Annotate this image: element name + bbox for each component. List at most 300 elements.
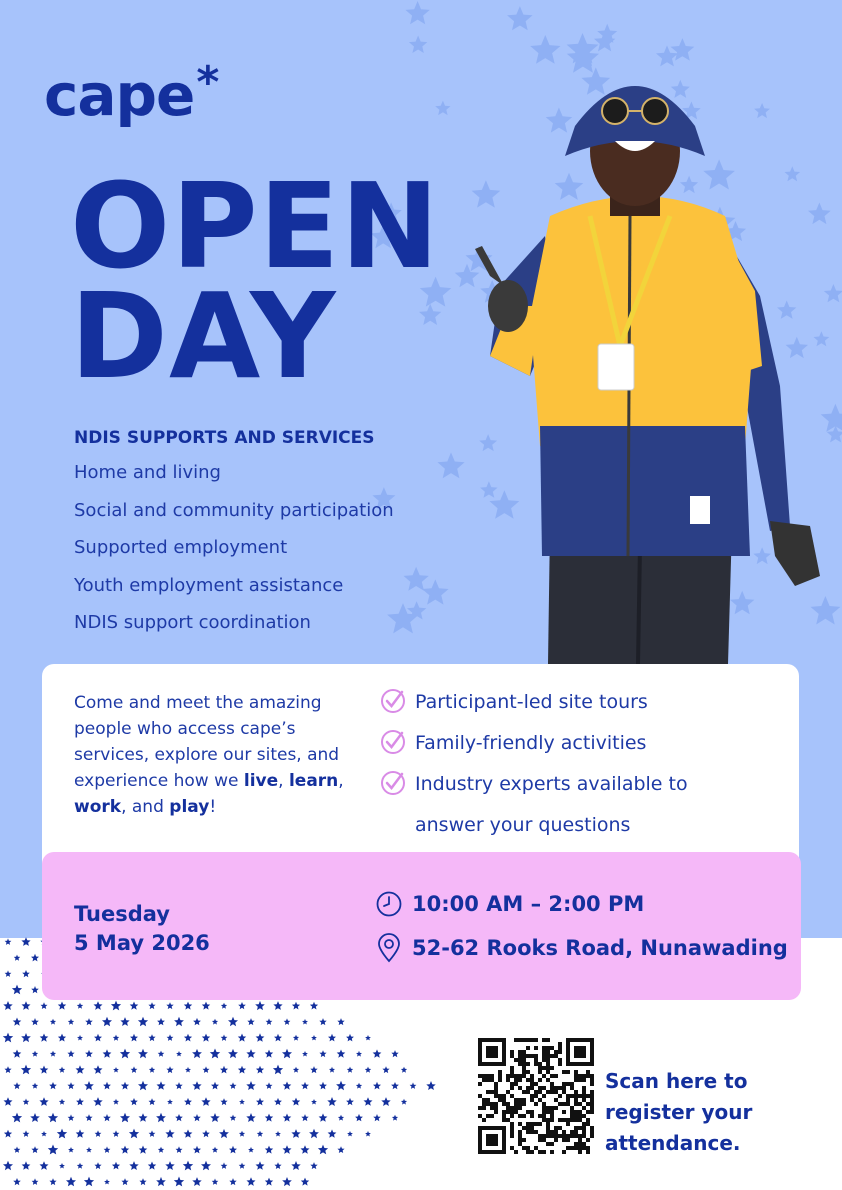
- qr-module: [502, 1118, 506, 1122]
- pattern-star: [158, 1051, 165, 1057]
- pattern-star: [202, 1034, 210, 1042]
- qr-module: [502, 1126, 506, 1154]
- event-date: [74, 900, 210, 958]
- pattern-star: [338, 1115, 344, 1121]
- qr-module: [530, 1150, 534, 1154]
- qr-module: [530, 1082, 534, 1086]
- qr-module: [558, 1042, 562, 1046]
- qr-module: [550, 1118, 554, 1122]
- qr-module: [586, 1094, 590, 1098]
- qr-module: [526, 1062, 530, 1066]
- qr-module: [494, 1090, 498, 1094]
- qr-module: [530, 1122, 534, 1126]
- qr-module: [542, 1138, 546, 1142]
- pattern-star: [158, 1147, 164, 1153]
- qr-module: [478, 1126, 506, 1130]
- pattern-star: [166, 1002, 173, 1009]
- qr-module: [522, 1126, 526, 1130]
- pattern-star: [130, 1034, 138, 1042]
- pattern-star: [148, 1034, 155, 1041]
- pattern-star: [356, 1051, 362, 1057]
- qr-module: [542, 1134, 546, 1138]
- qr-module: [574, 1046, 586, 1058]
- qr-module: [486, 1134, 498, 1146]
- qr-module: [590, 1130, 594, 1134]
- pattern-star: [229, 1178, 236, 1185]
- pattern-star: [292, 1098, 300, 1106]
- qr-module: [578, 1118, 582, 1122]
- qr-module: [510, 1130, 514, 1134]
- qr-module: [582, 1134, 586, 1138]
- pattern-star: [21, 937, 30, 946]
- pattern-star: [347, 1131, 353, 1136]
- qr-module: [526, 1046, 530, 1050]
- pattern-star: [346, 1034, 354, 1042]
- pattern-star: [328, 1034, 336, 1042]
- pattern-star: [282, 1049, 292, 1059]
- qr-module: [518, 1122, 522, 1126]
- pattern-star: [291, 1161, 300, 1170]
- qr-module: [502, 1114, 506, 1118]
- pattern-star: [94, 1065, 103, 1074]
- pattern-star: [391, 1050, 398, 1057]
- qr-module: [530, 1038, 534, 1042]
- clock-icon: [376, 891, 402, 917]
- pattern-star: [176, 1146, 183, 1153]
- pattern-star: [293, 1035, 299, 1041]
- qr-module: [566, 1098, 570, 1102]
- pattern-star: [392, 1115, 398, 1121]
- qr-module: [550, 1142, 554, 1146]
- qr-module: [550, 1090, 554, 1094]
- qr-module: [574, 1114, 578, 1118]
- qr-module: [506, 1102, 510, 1106]
- qr-module: [586, 1118, 590, 1122]
- qr-module: [526, 1090, 530, 1094]
- pattern-star: [76, 1129, 85, 1137]
- qr-module: [510, 1122, 514, 1126]
- pattern-star: [265, 1146, 273, 1154]
- pattern-star: [265, 1178, 273, 1186]
- qr-module: [554, 1130, 558, 1134]
- pattern-star: [40, 1161, 49, 1170]
- qr-module: [586, 1110, 590, 1114]
- qr-module: [574, 1142, 578, 1146]
- qr-module: [570, 1086, 574, 1090]
- qr-module: [490, 1114, 494, 1118]
- pattern-star: [31, 1018, 39, 1025]
- qr-module: [590, 1090, 594, 1094]
- pattern-star: [291, 1129, 300, 1138]
- qr-module: [578, 1110, 582, 1114]
- qr-module: [510, 1106, 514, 1110]
- pattern-star: [381, 1097, 390, 1106]
- qr-module: [574, 1110, 578, 1114]
- pattern-star: [4, 1066, 11, 1073]
- pattern-star: [113, 1130, 120, 1137]
- qr-module: [526, 1146, 530, 1150]
- qr-module: [506, 1090, 510, 1094]
- pattern-star: [129, 1161, 138, 1170]
- qr-module: [574, 1098, 578, 1102]
- qr-module: [494, 1106, 498, 1110]
- qr-module: [534, 1062, 538, 1066]
- qr-module: [578, 1142, 582, 1146]
- pattern-star: [328, 1129, 337, 1137]
- qr-module: [530, 1098, 534, 1102]
- pattern-star: [192, 1081, 201, 1090]
- qr-module: [562, 1134, 566, 1138]
- qr-module: [490, 1102, 494, 1106]
- qr-module: [558, 1086, 562, 1090]
- qr-module: [542, 1094, 546, 1098]
- qr-code[interactable]: [478, 1038, 594, 1154]
- qr-module: [550, 1130, 554, 1134]
- qr-module: [542, 1102, 546, 1106]
- qr-module: [566, 1146, 570, 1150]
- pattern-star: [85, 1018, 93, 1025]
- qr-module: [518, 1062, 522, 1066]
- check-circle-icon: [380, 770, 406, 796]
- pattern-star: [30, 1113, 40, 1122]
- qr-module: [522, 1102, 526, 1106]
- qr-module: [482, 1118, 486, 1122]
- pattern-star: [149, 1130, 156, 1137]
- pattern-star: [139, 1178, 146, 1185]
- qr-module: [542, 1118, 546, 1122]
- qr-module: [530, 1054, 534, 1058]
- qr-module: [498, 1094, 502, 1098]
- qr-module: [538, 1066, 542, 1070]
- pattern-star: [248, 1147, 254, 1153]
- qr-module: [574, 1102, 578, 1106]
- pattern-star: [273, 1001, 282, 1010]
- pattern-star: [274, 1098, 282, 1105]
- pattern-star: [120, 1049, 130, 1059]
- pattern-star: [157, 1081, 166, 1090]
- qr-module: [502, 1038, 506, 1066]
- qr-module: [562, 1150, 566, 1154]
- pattern-star: [228, 1049, 238, 1058]
- qr-module: [546, 1106, 550, 1110]
- pattern-star: [311, 1099, 317, 1105]
- qr-module: [478, 1082, 482, 1086]
- qr-module: [518, 1134, 522, 1138]
- event-date-text: 5 May 2026: [74, 931, 210, 955]
- feature-item: [380, 770, 790, 839]
- qr-module: [582, 1090, 586, 1094]
- qr-module: [574, 1130, 578, 1134]
- qr-module: [550, 1046, 554, 1050]
- pattern-star: [59, 1163, 65, 1169]
- qr-module: [590, 1102, 594, 1106]
- pattern-star: [336, 1081, 346, 1090]
- qr-module: [550, 1110, 554, 1114]
- qr-module: [566, 1038, 570, 1066]
- qr-module: [510, 1050, 514, 1054]
- pattern-star: [257, 1131, 263, 1137]
- pattern-star: [220, 1066, 228, 1074]
- pattern-star: [301, 1114, 308, 1121]
- qr-module: [510, 1110, 514, 1114]
- pattern-star: [121, 1178, 128, 1185]
- qr-module: [482, 1106, 486, 1110]
- pattern-star: [256, 1066, 264, 1074]
- pattern-star: [5, 970, 12, 977]
- pattern-star: [183, 1161, 193, 1171]
- qr-module: [478, 1114, 482, 1118]
- qr-module: [494, 1110, 498, 1114]
- qr-module: [546, 1142, 550, 1146]
- qr-module: [494, 1094, 498, 1098]
- qr-module: [582, 1130, 586, 1134]
- pattern-star: [58, 1034, 66, 1042]
- qr-module: [550, 1054, 554, 1058]
- pattern-star: [184, 1129, 193, 1137]
- qr-module: [518, 1102, 522, 1106]
- event-time: 10:00 AM – 2:00 PM: [376, 891, 644, 917]
- qr-module: [562, 1082, 566, 1086]
- event-address: 52-62 Rooks Road, Nunawading: [376, 933, 788, 963]
- qr-module: [526, 1110, 530, 1114]
- pattern-star: [77, 1003, 83, 1009]
- qr-module: [506, 1110, 510, 1114]
- pattern-star: [12, 1113, 22, 1123]
- qr-module: [558, 1046, 562, 1050]
- qr-module: [482, 1074, 486, 1078]
- pattern-star: [401, 1067, 407, 1073]
- pattern-star: [130, 1002, 139, 1010]
- qr-module: [554, 1050, 558, 1054]
- pattern-star: [202, 1130, 210, 1137]
- qr-module: [562, 1102, 566, 1106]
- qr-module: [546, 1118, 550, 1122]
- pattern-star: [77, 1163, 83, 1169]
- check-circle-icon: [380, 729, 406, 755]
- qr-module: [530, 1074, 534, 1078]
- pattern-star: [94, 1034, 102, 1042]
- qr-module: [522, 1058, 526, 1062]
- qr-module: [538, 1114, 542, 1118]
- pattern-star: [149, 1098, 156, 1105]
- pattern-star: [167, 1034, 174, 1041]
- pattern-star: [221, 1035, 228, 1041]
- pattern-star: [176, 1051, 182, 1056]
- pattern-star: [50, 1051, 56, 1057]
- qr-module: [502, 1098, 506, 1102]
- pattern-star: [4, 1130, 12, 1138]
- service-item: Social and community participation: [74, 499, 394, 521]
- qr-module: [570, 1106, 574, 1110]
- qr-module: [574, 1070, 578, 1074]
- qr-module: [550, 1114, 554, 1118]
- pattern-star: [229, 1146, 237, 1154]
- qr-module: [518, 1086, 522, 1090]
- qr-module: [498, 1078, 502, 1082]
- qr-module: [530, 1110, 534, 1114]
- pattern-star: [59, 1099, 65, 1105]
- qr-module: [478, 1038, 506, 1042]
- qr-module: [534, 1094, 538, 1098]
- pattern-star: [131, 1066, 138, 1073]
- pattern-star: [319, 1050, 326, 1057]
- feature-text: Participant-led site tours: [415, 691, 648, 713]
- pattern-star: [373, 1082, 381, 1090]
- qr-module: [558, 1126, 562, 1130]
- qr-module: [490, 1106, 494, 1110]
- pattern-star: [21, 1033, 31, 1042]
- qr-module: [498, 1070, 502, 1074]
- qr-module: [582, 1074, 586, 1078]
- qr-module: [518, 1142, 522, 1146]
- qr-module: [542, 1066, 546, 1070]
- pattern-star: [31, 986, 39, 993]
- pattern-star: [14, 955, 20, 961]
- qr-module: [534, 1038, 538, 1042]
- pattern-star: [230, 1082, 237, 1089]
- qr-module: [546, 1122, 550, 1126]
- qr-module: [574, 1134, 578, 1138]
- qr-module: [546, 1038, 550, 1042]
- qr-module: [486, 1114, 490, 1118]
- qr-module: [554, 1074, 558, 1078]
- pattern-star: [174, 1017, 184, 1026]
- service-item: Supported employment: [74, 537, 288, 558]
- qr-module: [510, 1146, 514, 1150]
- qr-module: [542, 1054, 546, 1058]
- qr-module: [482, 1102, 486, 1106]
- pattern-star: [13, 1050, 22, 1058]
- pattern-star: [59, 1067, 65, 1073]
- qr-module: [522, 1146, 526, 1150]
- qr-module: [486, 1046, 498, 1058]
- qr-module: [510, 1086, 514, 1090]
- pattern-star: [283, 1082, 292, 1090]
- pattern-star: [410, 1082, 417, 1089]
- feature-item: [380, 729, 790, 757]
- qr-module: [506, 1106, 510, 1110]
- pattern-star: [302, 1051, 308, 1057]
- pattern-star: [111, 1001, 121, 1011]
- pattern-star: [138, 1017, 148, 1027]
- pattern-star: [238, 1002, 246, 1009]
- qr-module: [478, 1038, 482, 1066]
- qr-module: [514, 1110, 518, 1114]
- qr-module: [514, 1098, 518, 1102]
- qr-module: [530, 1126, 534, 1130]
- qr-module: [530, 1086, 534, 1090]
- location-pin-icon: [376, 933, 402, 963]
- qr-module: [494, 1082, 498, 1086]
- qr-module: [562, 1090, 566, 1094]
- pattern-star: [238, 1066, 246, 1074]
- pattern-star: [230, 1115, 237, 1121]
- pattern-star: [32, 1178, 39, 1185]
- pattern-star: [175, 1082, 182, 1089]
- qr-module: [590, 1106, 594, 1110]
- qr-module: [478, 1106, 482, 1110]
- qr-module: [526, 1054, 530, 1058]
- pattern-star: [256, 1161, 265, 1170]
- qr-module: [562, 1110, 566, 1114]
- qr-module: [590, 1078, 594, 1082]
- pattern-star: [275, 1131, 281, 1137]
- pattern-star: [373, 1049, 382, 1057]
- pattern-star: [301, 1178, 309, 1186]
- qr-module: [578, 1102, 582, 1106]
- pattern-star: [49, 1082, 57, 1089]
- pattern-star: [93, 1097, 102, 1106]
- qr-module: [542, 1110, 546, 1114]
- qr-module: [518, 1050, 522, 1054]
- headline-line-1: OPEN: [70, 157, 441, 295]
- qr-module: [478, 1126, 482, 1154]
- pattern-star: [337, 1018, 344, 1025]
- qr-module: [534, 1102, 538, 1106]
- qr-module: [522, 1054, 526, 1058]
- qr-module: [590, 1098, 594, 1102]
- pattern-star: [22, 1001, 31, 1010]
- qr-module: [526, 1126, 530, 1130]
- qr-module: [510, 1070, 514, 1074]
- pattern-star: [14, 1147, 21, 1153]
- cape-logo: cape*: [44, 57, 219, 129]
- pattern-star: [3, 1033, 13, 1043]
- pattern-star: [156, 1113, 166, 1122]
- qr-module: [506, 1118, 510, 1122]
- pattern-star: [201, 1097, 210, 1106]
- qr-module: [514, 1078, 518, 1082]
- pattern-star: [193, 1114, 201, 1121]
- pattern-star: [103, 1114, 111, 1121]
- qr-module: [522, 1070, 526, 1074]
- pattern-star: [157, 1018, 165, 1025]
- event-day: Tuesday: [74, 902, 170, 926]
- qr-module: [582, 1126, 586, 1130]
- qr-module: [554, 1134, 558, 1138]
- pattern-star: [228, 1017, 238, 1026]
- pattern-star: [184, 1098, 192, 1105]
- qr-module: [514, 1058, 518, 1062]
- qr-module: [562, 1138, 566, 1142]
- pattern-star: [246, 1113, 255, 1122]
- pattern-star: [68, 1019, 74, 1025]
- qr-module: [478, 1074, 482, 1078]
- pattern-star: [310, 1002, 318, 1010]
- qr-module: [522, 1062, 526, 1066]
- qr-module: [506, 1078, 510, 1082]
- pattern-star: [49, 1178, 56, 1185]
- pattern-star: [102, 1017, 112, 1027]
- qr-module: [574, 1126, 578, 1130]
- qr-module: [546, 1090, 550, 1094]
- qr-module: [518, 1114, 522, 1118]
- qr-module: [538, 1134, 542, 1138]
- qr-module: [542, 1106, 546, 1110]
- pattern-star: [120, 1113, 130, 1123]
- qr-module: [578, 1150, 582, 1154]
- qr-module: [538, 1090, 542, 1094]
- qr-module: [510, 1066, 514, 1070]
- qr-module: [578, 1134, 582, 1138]
- qr-module: [554, 1054, 558, 1058]
- qr-module: [550, 1086, 554, 1090]
- qr-module: [522, 1074, 526, 1078]
- qr-module: [546, 1058, 550, 1062]
- qr-module: [510, 1054, 514, 1058]
- qr-module: [574, 1118, 578, 1122]
- qr-module: [530, 1130, 534, 1134]
